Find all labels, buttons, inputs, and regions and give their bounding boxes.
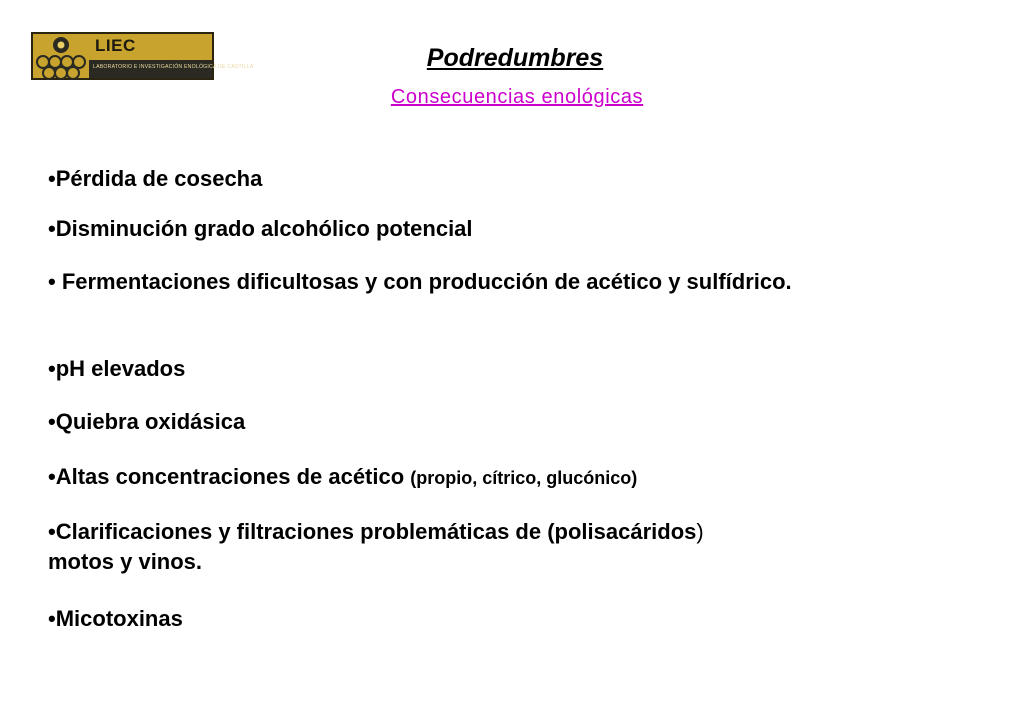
- list-item: [48, 517, 728, 577]
- list-item-note: (propio, cítrico, glucónico): [410, 468, 638, 488]
- page-title: Podredumbres: [426, 44, 604, 72]
- logo-subtitle: LABORATORIO E INVESTIGACIÓN ENOLÓGICA DE CASTILLA: [93, 64, 254, 70]
- list-item-text: •Clarificaciones y filtraciones problemáticas de (polisacáridos: [48, 519, 697, 544]
- page-subtitle: Consecuencias enológicas: [390, 86, 644, 108]
- list-item-text: • Fermentaciones dificultosas y con producción de acético y sulfídrico.: [48, 269, 792, 294]
- list-item-text: •Pérdida de cosecha: [48, 166, 263, 191]
- list-item-text: •pH elevados: [48, 356, 186, 381]
- list-item: [48, 462, 908, 493]
- list-item-text: •Quiebra oxidásica: [48, 409, 246, 434]
- list-item-text: •Altas concentraciones de acético: [48, 464, 411, 489]
- list-item-paren: ): [696, 519, 704, 544]
- list-item-text: •Micotoxinas: [48, 606, 183, 631]
- list-item: [48, 354, 908, 384]
- list-item: [48, 407, 908, 437]
- list-item: [48, 164, 908, 194]
- list-item: [48, 604, 908, 634]
- list-item: [48, 267, 908, 297]
- logo-acronym: LIEC: [95, 36, 136, 55]
- list-item: [48, 214, 908, 244]
- list-item-text: •Disminución grado alcohólico potencial: [48, 216, 473, 241]
- list-item-text-end: motos y vinos.: [48, 549, 203, 574]
